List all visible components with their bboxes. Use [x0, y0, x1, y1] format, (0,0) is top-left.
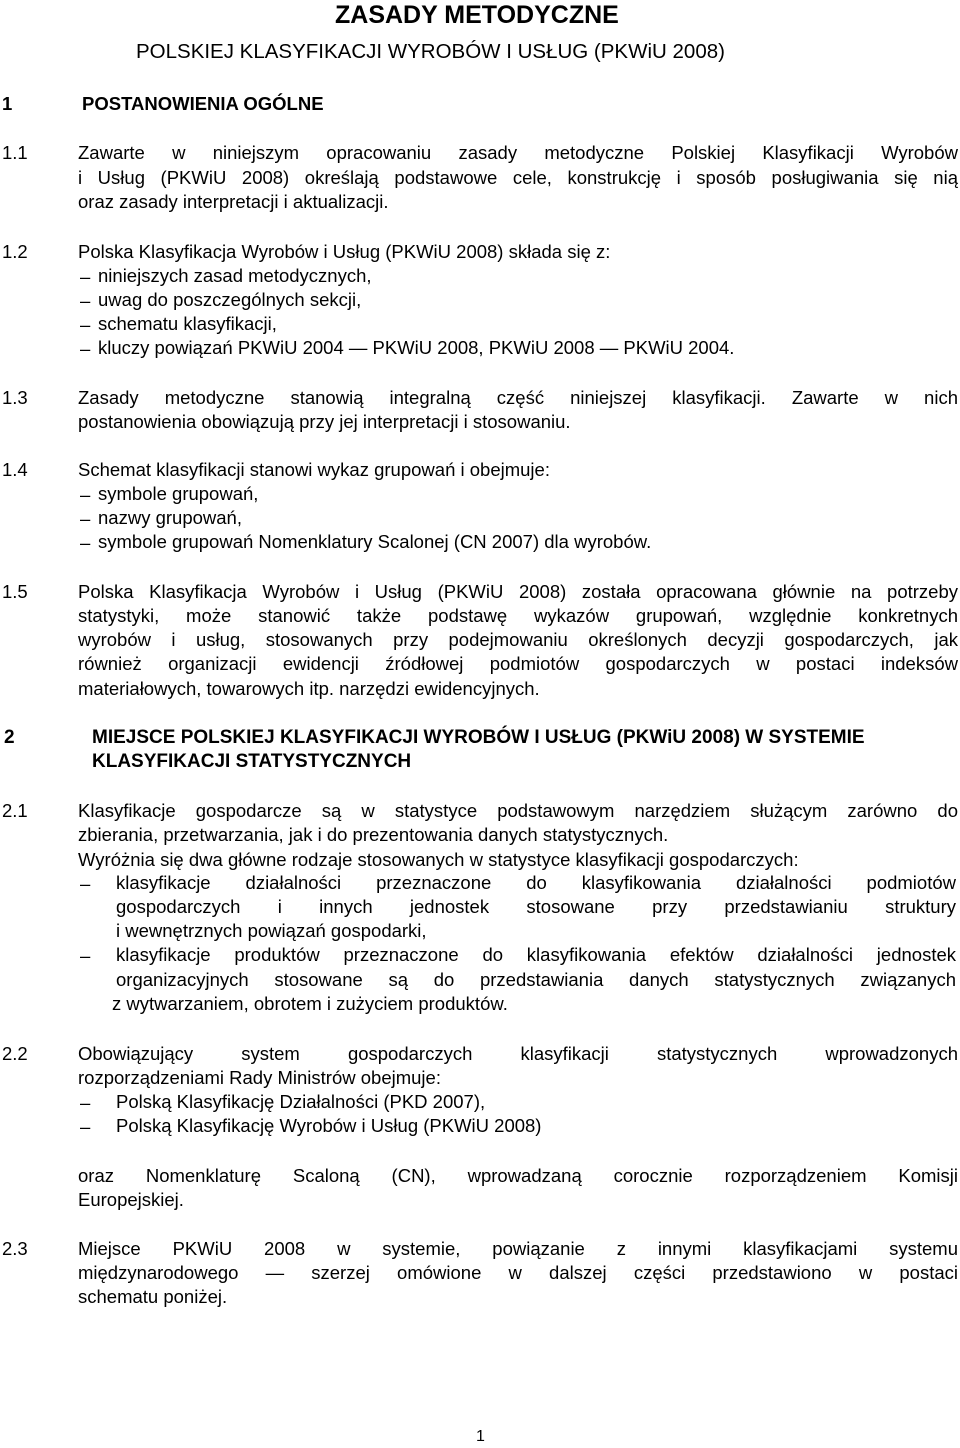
paragraph-1-5-line: materiałowych, towarowych itp. narzędzi ewidencyjnych. [78, 678, 540, 699]
list-dash: – [80, 266, 91, 287]
list-dash: – [80, 873, 91, 894]
paragraph-2-3-line: schematu poniżej. [78, 1286, 228, 1307]
list-item: kluczy powiązań PKWiU 2004 — PKWiU 2008, PKWiU 2008 — PKWiU 2004. [98, 337, 735, 358]
list-dash: – [80, 338, 91, 359]
paragraph-2-2-line: rozporządzeniami Rady Ministrów obejmuje: [78, 1067, 441, 1088]
paragraph-1-4-intro: Schemat klasyfikacji stanowi wykaz grupowań i obejmuje: [78, 459, 550, 480]
paragraph-2-2-after-line: oraz Nomenklaturę Scaloną (CN), wprowadzaną corocznie rozporządzeniem Komisji [78, 1165, 958, 1186]
paragraph-1-3-number: 1.3 [2, 387, 28, 408]
list-item: symbole grupowań Nomenklatury Scalonej (CN 2007) dla wyrobów. [98, 531, 652, 552]
list-item-line: i wewnętrznych powiązań gospodarki, [116, 920, 427, 941]
list-dash: – [80, 1092, 91, 1113]
list-item: Polską Klasyfikację Wyrobów i Usług (PKWiU 2008) [116, 1115, 542, 1136]
paragraph-2-2-line: Obowiązujący system gospodarczych klasyfikacji statystycznych wprowadzonych [78, 1043, 958, 1064]
list-item: niniejszych zasad metodycznych, [98, 265, 372, 286]
list-dash: – [80, 532, 91, 553]
paragraph-2-2-number: 2.2 [2, 1043, 28, 1064]
section-2-heading-line: MIEJSCE POLSKIEJ KLASYFIKACJI WYROBÓW I USŁUG (PKWiU 2008) W SYSTEMIE [92, 727, 865, 748]
document-title: ZASADY METODYCZNE [335, 1, 619, 29]
paragraph-1-1-line: oraz zasady interpretacji i aktualizacji. [78, 191, 389, 212]
list-item-line: gospodarczych i innych jednostek stosowane przy przedstawianiu struktury [116, 896, 956, 917]
list-item: Polską Klasyfikację Działalności (PKD 2007), [116, 1091, 486, 1112]
list-item-line: z wytwarzaniem, obrotem i zużyciem produktów. [112, 993, 508, 1014]
paragraph-1-1-number: 1.1 [2, 142, 28, 163]
paragraph-1-5-number: 1.5 [2, 581, 28, 602]
list-item-line: organizacyjnych stosowane są do przedstawiania danych statystycznych związanych [116, 969, 956, 990]
paragraph-1-5-line: Polska Klasyfikacja Wyrobów i Usług (PKWiU 2008) została opracowana głównie na potrzeby [78, 581, 958, 602]
paragraph-1-2-number: 1.2 [2, 241, 28, 262]
list-item: nazwy grupowań, [98, 507, 242, 528]
paragraph-1-3-line: Zasady metodyczne stanowią integralną część niniejszej klasyfikacji. Zawarte w nich [78, 387, 958, 408]
list-dash: – [80, 945, 91, 966]
list-item-line: klasyfikacje działalności przeznaczone do klasyfikowania działalności podmiotów [116, 872, 956, 893]
list-item: uwag do poszczególnych sekcji, [98, 289, 362, 310]
paragraph-2-3-line: międzynarodowego — szerzej omówione w dalszej części przedstawiono w postaci [78, 1262, 958, 1283]
paragraph-1-4-number: 1.4 [2, 459, 28, 480]
list-item: schematu klasyfikacji, [98, 313, 277, 334]
page-number: 1 [476, 1428, 485, 1445]
paragraph-2-1-number: 2.1 [2, 800, 28, 821]
list-item: symbole grupowań, [98, 483, 259, 504]
list-dash: – [80, 314, 91, 335]
paragraph-2-3-number: 2.3 [2, 1238, 28, 1259]
paragraph-1-1-line: i Usług (PKWiU 2008) określają podstawowe cele, konstrukcję i sposób posługiwania się nią [78, 167, 958, 188]
document-subtitle: POLSKIEJ KLASYFIKACJI WYROBÓW I USŁUG (PKWiU 2008) [136, 40, 725, 63]
paragraph-1-5-line: również organizacji ewidencji źródłowej podmiotów gospodarczych w postaci indeksów [78, 653, 958, 674]
section-1-number: 1 [2, 93, 13, 114]
list-dash: – [80, 484, 91, 505]
list-dash: – [80, 508, 91, 529]
paragraph-1-3-line: postanowienia obowiązują przy jej interpretacji i stosowaniu. [78, 411, 571, 432]
paragraph-2-1-line: Wyróżnia się dwa główne rodzaje stosowanych w statystyce klasyfikacji gospodarczych: [78, 849, 799, 870]
paragraph-2-1-line: zbierania, przetwarzania, jak i do prezentowania danych statystycznych. [78, 824, 669, 845]
section-2-number: 2 [4, 727, 15, 748]
list-dash: – [80, 290, 91, 311]
list-dash: – [80, 1116, 91, 1137]
paragraph-1-1-line: Zawarte w niniejszym opracowaniu zasady metodyczne Polskiej Klasyfikacji Wyrobów [78, 142, 958, 163]
section-1-heading: POSTANOWIENIA OGÓLNE [82, 93, 324, 114]
paragraph-2-1-line: Klasyfikacje gospodarcze są w statystyce podstawowym narzędziem służącym zarówno do [78, 800, 958, 821]
paragraph-2-2-after-line: Europejskiej. [78, 1189, 184, 1210]
section-2-heading-line: KLASYFIKACJI STATYSTYCZNYCH [92, 751, 412, 772]
paragraph-2-3-line: Miejsce PKWiU 2008 w systemie, powiązanie z innymi klasyfikacjami systemu [78, 1238, 958, 1259]
list-item-line: klasyfikacje produktów przeznaczone do klasyfikowania efektów działalności jednostek [116, 944, 956, 965]
paragraph-1-5-line: wyrobów i usług, stosowanych przy podejmowaniu określonych decyzji gospodarczych, jak [78, 629, 958, 650]
paragraph-1-5-line: statystyki, może stanowić także podstawę wykazów grupowań, względnie konkretnych [78, 605, 958, 626]
paragraph-1-2-intro: Polska Klasyfikacja Wyrobów i Usług (PKWiU 2008) składa się z: [78, 241, 611, 262]
